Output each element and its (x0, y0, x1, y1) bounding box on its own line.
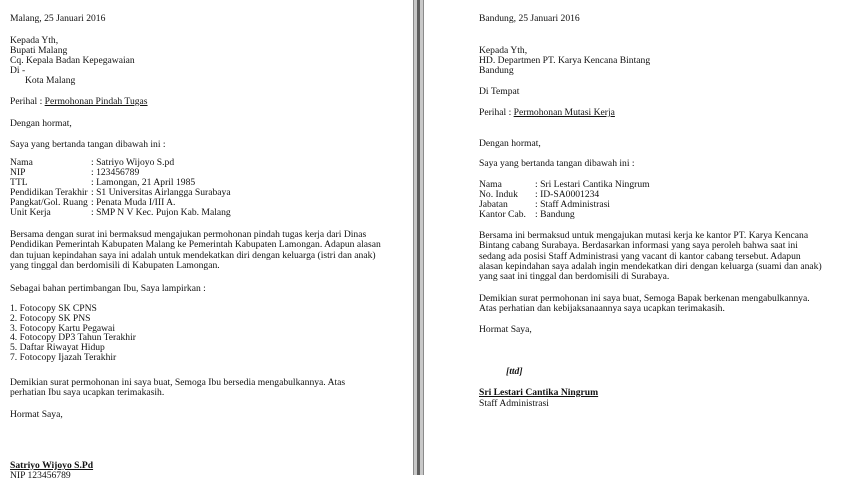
recipient-line: Kepada Yth, (10, 35, 59, 46)
field-value: : Staff Administrasi (535, 199, 610, 210)
letter-date: Malang, 25 Januari 2016 (10, 13, 106, 24)
field-label: NIP (10, 167, 26, 178)
right-letter-page (424, 0, 843, 475)
signature-placeholder: [ttd] (506, 366, 523, 377)
list-item: 2. Fotocopy SK PNS (10, 312, 91, 324)
field-value: : Bandung (535, 209, 575, 220)
field-label: Jabatan (479, 199, 508, 210)
field-row (479, 210, 575, 220)
place-text: Di Tempat (479, 86, 520, 97)
page-divider (413, 0, 424, 475)
list-item: 1. Fotocopy SK CPNS (10, 303, 97, 314)
field-label: TTL (10, 177, 28, 188)
intro-text: Saya yang bertanda tangan dibawah ini : (10, 139, 166, 150)
recipient-line: HD. Departmen PT. Karya Kencana Bintang (479, 55, 651, 66)
signer-name: Satriyo Wijoyo S.Pd (10, 460, 94, 471)
field-value: : ID-SA0001234 (535, 189, 600, 200)
signer-nip: NIP 123456789 (10, 470, 71, 481)
recipient-line: Bandung (479, 65, 514, 76)
recipient-line: Cq. Kepala Badan Kepegawaian (10, 55, 135, 66)
field-label: Pendidikan Terakhir (10, 187, 88, 198)
field-value: : 123456789 (91, 167, 140, 178)
regards: Hormat Saya, (479, 324, 532, 335)
subject-line (479, 107, 615, 118)
signer-name: Sri Lestari Cantika Ningrum (479, 387, 599, 398)
body-paragraph: Bersama ini bermaksud untuk mengajukan mutasi kerja ke kantor PT. Karya Kencana Bintang cabang Surabaya. Berdasarkan informasi yang saya peroleh bahwa saat ini sedang ada posisi Staff Administrasi yang vacant di kantor cabang tersebut. Adapun alasan kepindahan saya adalah ingin mendekatkan diri dengan keluarga (suami dan anak) yang saat ini tinggal dan berdomisili di Surabaya. (479, 230, 822, 283)
greeting: Dengan hormat, (479, 138, 541, 149)
field-value: : S1 Universitas Airlangga Surabaya (91, 187, 231, 198)
greeting: Dengan hormat, (10, 118, 72, 129)
list-item: 3. Fotocopy Kartu Pegawai (10, 322, 115, 334)
letter-date: Bandung, 25 Januari 2016 (479, 13, 580, 24)
subject-text: Permohonan Mutasi Kerja (513, 107, 615, 118)
field-label: Kantor Cab. (479, 209, 526, 220)
field-value: : Sri Lestari Cantika Ningrum (535, 179, 650, 190)
intro-text: Saya yang bertanda tangan dibawah ini : (479, 158, 635, 169)
field-value: : Satriyo Wijoyo S.pd (91, 157, 175, 168)
field-label: Nama (10, 157, 33, 168)
closing-paragraph: Demikian surat permohonan ini saya buat, Semoga Bapak berkenan mengabulkannya. Atas perhatian dan kebijaksanaannya saya ucapkan terimakasih. (479, 293, 810, 315)
subject-label: Perihal : (479, 107, 512, 118)
field-label: Nama (479, 179, 502, 190)
list-item: 4. Fotocopy DP3 Tahun Terakhir (10, 332, 136, 344)
attachment-list (10, 304, 136, 363)
field-label: No. Induk (479, 189, 518, 200)
recipient-line: Kota Malang (25, 75, 76, 86)
recipient-line: Kepada Yth, (479, 45, 528, 56)
subject-label: Perihal : (10, 96, 43, 107)
subject-line (10, 96, 148, 107)
field-value: : Lamongan, 21 April 1985 (91, 177, 196, 188)
regards: Hormat Saya, (10, 409, 63, 420)
recipient-line: Di - (10, 65, 26, 76)
field-value: : SMP N V Kec. Pujon Kab. Malang (91, 207, 231, 218)
field-label: Unit Kerja (10, 207, 51, 218)
field-label: Pangkat/Gol. Ruang (10, 197, 88, 208)
field-row (10, 208, 231, 218)
list-item: 7. Fotocopy Ijazah Terakhir (10, 351, 117, 363)
closing-paragraph: Demikian surat permohonan ini saya buat, Semoga Ibu bersedia mengabulkannya. Atas perhatian Ibu saya ucapkan terimakasih. (10, 377, 346, 399)
field-value: : Penata Muda I/III A. (91, 197, 176, 208)
list-item: 5. Daftar Riwayat Hidup (10, 342, 105, 354)
attachment-intro: Sebagai bahan pertimbangan Ibu, Saya lampirkan : (10, 283, 206, 294)
recipient-line: Bupati Malang (10, 45, 68, 56)
subject-text: Permohonan Pindah Tugas (44, 96, 148, 107)
body-paragraph: Bersama dengan surat ini bermaksud mengajukan permohonan pindah tugas kerja dari Dinas Pendidikan Pemerintah Kabupaten Malang ke Pemerintah Kabupaten Lamongan. Adapun alasan dan tujuan kepindahan saya ini adalah untuk mendekatkan diri dengan keluarga (istri dan anak) yang tinggal dan berdomisili di Kabupaten Lamongan. (10, 229, 381, 271)
left-letter-page (0, 0, 413, 481)
signer-title: Staff Administrasi (479, 398, 549, 409)
